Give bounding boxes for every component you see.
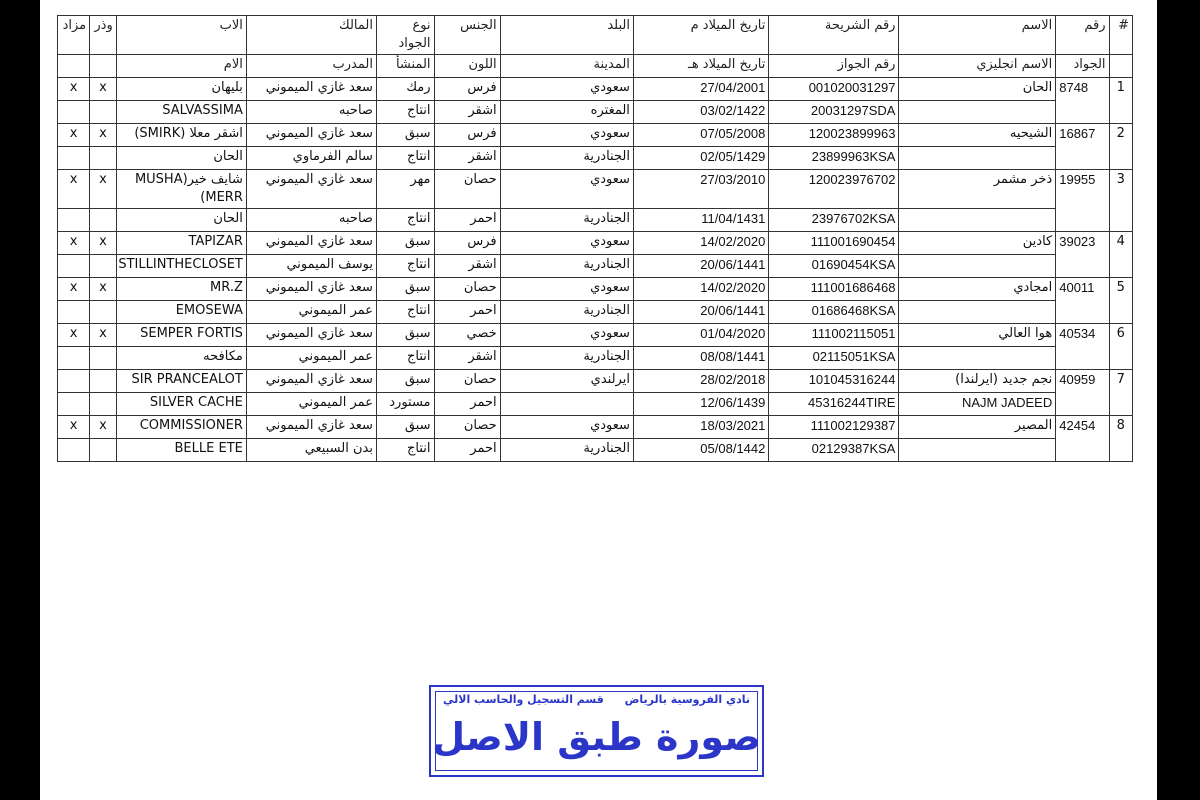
cell-sire: COMMISSIONER bbox=[116, 416, 246, 439]
header-cell: المدرب bbox=[246, 55, 376, 78]
cell-passport: 45316244TIRE bbox=[769, 393, 899, 416]
cell-dam: EMOSEWA bbox=[116, 301, 246, 324]
cell-passport: 01690454KSA bbox=[769, 255, 899, 278]
cell-dam: الحان bbox=[116, 147, 246, 170]
horse-row-detail bbox=[58, 209, 1133, 232]
cell-id: 8748 bbox=[1056, 78, 1109, 124]
document-page bbox=[40, 0, 1157, 800]
cell-trainer: صاحبه bbox=[246, 209, 376, 232]
cell-w: x bbox=[90, 278, 117, 301]
cell-color: احمر bbox=[434, 439, 500, 462]
cell-origin: انتاج bbox=[376, 147, 434, 170]
cell-city: الجنادرية bbox=[500, 347, 633, 370]
cell-id: 40011 bbox=[1056, 278, 1109, 324]
cell-country: سعودي bbox=[500, 416, 633, 439]
cell-id: 39023 bbox=[1056, 232, 1109, 278]
header-cell: الجواد bbox=[1056, 55, 1109, 78]
cell-dam: الحان bbox=[116, 209, 246, 232]
cell-passport: 23976702KSA bbox=[769, 209, 899, 232]
header-cell: رقم الشريحة bbox=[769, 16, 899, 55]
cell-country: سعودي bbox=[500, 232, 633, 255]
cell-type: مهر bbox=[376, 170, 434, 209]
horse-row-detail bbox=[58, 147, 1133, 170]
stamp-department: قسم التسجيل والحاسب الالي bbox=[443, 693, 604, 706]
cell-name_en bbox=[899, 439, 1056, 462]
cell-empty bbox=[90, 209, 117, 232]
header-cell: تاريخ الميلاد هـ bbox=[633, 55, 768, 78]
cell-trainer: بدن السبيعي bbox=[246, 439, 376, 462]
cell-city: الجنادرية bbox=[500, 147, 633, 170]
stamp-text: صورة طبق الاصل bbox=[432, 715, 761, 759]
horse-row-detail bbox=[58, 255, 1133, 278]
cell-city: الجنادرية bbox=[500, 209, 633, 232]
cell-owner: سعد غازي الميموني bbox=[246, 324, 376, 347]
horse-row bbox=[58, 78, 1133, 101]
cell-empty bbox=[58, 393, 90, 416]
cell-country: سعودي bbox=[500, 170, 633, 209]
cell-empty bbox=[58, 255, 90, 278]
cell-empty bbox=[58, 301, 90, 324]
cell-origin: انتاج bbox=[376, 101, 434, 124]
cell-dam: SALVASSIMA bbox=[116, 101, 246, 124]
horse-registry-table bbox=[57, 15, 1133, 462]
cell-dob: 14/02/2020 bbox=[633, 278, 768, 301]
horse-row bbox=[58, 170, 1133, 209]
header-cell: اللون bbox=[434, 55, 500, 78]
cell-dam: SILVER CACHE bbox=[116, 393, 246, 416]
header-cell: وذر bbox=[90, 16, 117, 55]
cell-empty bbox=[90, 347, 117, 370]
cell-name: كادين bbox=[899, 232, 1056, 255]
horse-row bbox=[58, 416, 1133, 439]
cell-m: x bbox=[58, 124, 90, 147]
horse-row bbox=[58, 324, 1133, 347]
cell-empty bbox=[58, 209, 90, 232]
cell-country: سعودي bbox=[500, 124, 633, 147]
cell-idx: 2 bbox=[1109, 124, 1132, 170]
cell-name: نجم جديد (ايرلندا) bbox=[899, 370, 1056, 393]
cell-empty bbox=[58, 439, 90, 462]
cell-color: اشقر bbox=[434, 255, 500, 278]
cell-owner: سعد غازي الميموني bbox=[246, 232, 376, 255]
cell-color: احمر bbox=[434, 301, 500, 324]
cell-passport: 20031297SDA bbox=[769, 101, 899, 124]
cell-empty bbox=[90, 255, 117, 278]
cell-dob: 28/02/2018 bbox=[633, 370, 768, 393]
header-cell: البلد bbox=[500, 16, 633, 55]
cell-idx: 1 bbox=[1109, 78, 1132, 124]
horse-row-detail bbox=[58, 347, 1133, 370]
cell-chip: 120023976702 bbox=[769, 170, 899, 209]
cell-city: الجنادرية bbox=[500, 255, 633, 278]
cell-dob: 07/05/2008 bbox=[633, 124, 768, 147]
cell-dob_h: 05/08/1442 bbox=[633, 439, 768, 462]
cell-color: اشقر bbox=[434, 147, 500, 170]
cell-name_en bbox=[899, 255, 1056, 278]
horse-row-detail bbox=[58, 393, 1133, 416]
cell-passport: 02129387KSA bbox=[769, 439, 899, 462]
cell-dam: STILLINTHECLOSET bbox=[116, 255, 246, 278]
cell-w: x bbox=[90, 324, 117, 347]
header-cell: # bbox=[1109, 16, 1132, 55]
cell-id: 16867 bbox=[1056, 124, 1109, 170]
cell-dob: 14/02/2020 bbox=[633, 232, 768, 255]
cell-sire: TAPIZAR bbox=[116, 232, 246, 255]
header-cell: الاب bbox=[116, 16, 246, 55]
cell-w: x bbox=[90, 124, 117, 147]
cell-name_en: NAJM JADEED bbox=[899, 393, 1056, 416]
cell-country: ايرلندي bbox=[500, 370, 633, 393]
cell-idx: 6 bbox=[1109, 324, 1132, 370]
header-cell: الام bbox=[116, 55, 246, 78]
cell-sire: MR.Z bbox=[116, 278, 246, 301]
cell-m: x bbox=[58, 232, 90, 255]
cell-type: سبق bbox=[376, 370, 434, 393]
cell-idx: 8 bbox=[1109, 416, 1132, 462]
certified-copy-stamp bbox=[429, 685, 764, 777]
cell-trainer: عمر الميموني bbox=[246, 347, 376, 370]
cell-trainer: عمر الميموني bbox=[246, 393, 376, 416]
header-cell: رقم bbox=[1056, 16, 1109, 55]
header-cell: الجنس bbox=[434, 16, 500, 55]
cell-dam: BELLE ETE bbox=[116, 439, 246, 462]
cell-m: x bbox=[58, 324, 90, 347]
cell-type: سبق bbox=[376, 324, 434, 347]
header-cell: تاريخ الميلاد م bbox=[633, 16, 768, 55]
cell-name: الشيحيه bbox=[899, 124, 1056, 147]
cell-type: سبق bbox=[376, 416, 434, 439]
cell-dob: 27/04/2001 bbox=[633, 78, 768, 101]
horse-row bbox=[58, 124, 1133, 147]
cell-sex: فرس bbox=[434, 78, 500, 101]
cell-origin: انتاج bbox=[376, 347, 434, 370]
cell-chip: 111002115051 bbox=[769, 324, 899, 347]
cell-empty bbox=[58, 147, 90, 170]
cell-sex: حصان bbox=[434, 370, 500, 393]
cell-dob_h: 02/05/1429 bbox=[633, 147, 768, 170]
header-cell: رقم الجواز bbox=[769, 55, 899, 78]
cell-trainer: سالم الفرماوي bbox=[246, 147, 376, 170]
cell-owner: سعد غازي الميموني bbox=[246, 278, 376, 301]
cell-m: x bbox=[58, 78, 90, 101]
cell-id: 40959 bbox=[1056, 370, 1109, 416]
cell-w: x bbox=[90, 416, 117, 439]
horse-row bbox=[58, 278, 1133, 301]
cell-name: هوا العالي bbox=[899, 324, 1056, 347]
cell-color: اشقر bbox=[434, 101, 500, 124]
cell-owner: سعد غازي الميموني bbox=[246, 416, 376, 439]
cell-trainer: يوسف الميموني bbox=[246, 255, 376, 278]
cell-w: x bbox=[90, 170, 117, 209]
cell-dob_h: 08/08/1441 bbox=[633, 347, 768, 370]
cell-empty bbox=[58, 347, 90, 370]
cell-origin: انتاج bbox=[376, 301, 434, 324]
cell-city: الجنادرية bbox=[500, 301, 633, 324]
horse-row bbox=[58, 232, 1133, 255]
cell-sex: فرس bbox=[434, 124, 500, 147]
cell-w: x bbox=[90, 78, 117, 101]
cell-dam: مكافحه bbox=[116, 347, 246, 370]
horse-row-detail bbox=[58, 301, 1133, 324]
cell-name_en bbox=[899, 301, 1056, 324]
cell-type: سبق bbox=[376, 124, 434, 147]
cell-passport: 02115051KSA bbox=[769, 347, 899, 370]
cell-dob: 27/03/2010 bbox=[633, 170, 768, 209]
cell-owner: سعد غازي الميموني bbox=[246, 170, 376, 209]
cell-id: 42454 bbox=[1056, 416, 1109, 462]
header-row-1 bbox=[58, 16, 1133, 55]
cell-idx: 7 bbox=[1109, 370, 1132, 416]
cell-name: الحان bbox=[899, 78, 1056, 101]
header-cell: الاسم bbox=[899, 16, 1056, 55]
stamp-club-name: نادي الفروسية بالرياض bbox=[624, 693, 750, 706]
cell-dob_h: 11/04/1431 bbox=[633, 209, 768, 232]
cell-trainer: صاحبه bbox=[246, 101, 376, 124]
cell-dob_h: 20/06/1441 bbox=[633, 255, 768, 278]
horse-row-detail bbox=[58, 439, 1133, 462]
cell-w bbox=[90, 370, 117, 393]
cell-country: سعودي bbox=[500, 324, 633, 347]
cell-country: سعودي bbox=[500, 278, 633, 301]
cell-origin: انتاج bbox=[376, 255, 434, 278]
cell-dob_h: 03/02/1422 bbox=[633, 101, 768, 124]
cell-city bbox=[500, 393, 633, 416]
cell-type: رمك bbox=[376, 78, 434, 101]
header-cell bbox=[1109, 55, 1132, 78]
cell-sex: خصي bbox=[434, 324, 500, 347]
header-cell: نوع الجواد bbox=[376, 16, 434, 55]
cell-dob_h: 20/06/1441 bbox=[633, 301, 768, 324]
cell-owner: سعد غازي الميموني bbox=[246, 124, 376, 147]
cell-owner: سعد غازي الميموني bbox=[246, 370, 376, 393]
cell-empty bbox=[90, 101, 117, 124]
cell-empty bbox=[90, 439, 117, 462]
cell-name: امجادي bbox=[899, 278, 1056, 301]
cell-owner: سعد غازي الميموني bbox=[246, 78, 376, 101]
cell-sire: اشقر معلا (SMIRK) bbox=[116, 124, 246, 147]
cell-m: x bbox=[58, 278, 90, 301]
cell-chip: 120023899963 bbox=[769, 124, 899, 147]
cell-id: 19955 bbox=[1056, 170, 1109, 232]
cell-chip: 001020031297 bbox=[769, 78, 899, 101]
cell-name: المصير bbox=[899, 416, 1056, 439]
cell-chip: 111001686468 bbox=[769, 278, 899, 301]
cell-empty bbox=[58, 101, 90, 124]
cell-name_en bbox=[899, 147, 1056, 170]
cell-id: 40534 bbox=[1056, 324, 1109, 370]
cell-country: سعودي bbox=[500, 78, 633, 101]
cell-color: احمر bbox=[434, 209, 500, 232]
horse-row bbox=[58, 370, 1133, 393]
cell-sire: شايف خير(MUSHA MERR) bbox=[116, 170, 246, 209]
cell-type: سبق bbox=[376, 232, 434, 255]
cell-m: x bbox=[58, 416, 90, 439]
cell-city: الجنادرية bbox=[500, 439, 633, 462]
cell-origin: انتاج bbox=[376, 439, 434, 462]
cell-name_en bbox=[899, 209, 1056, 232]
cell-color: احمر bbox=[434, 393, 500, 416]
header-cell bbox=[58, 55, 90, 78]
cell-passport: 23899963KSA bbox=[769, 147, 899, 170]
cell-empty bbox=[90, 301, 117, 324]
cell-chip: 101045316244 bbox=[769, 370, 899, 393]
cell-origin: انتاج bbox=[376, 209, 434, 232]
cell-sire: بليهان bbox=[116, 78, 246, 101]
cell-dob: 01/04/2020 bbox=[633, 324, 768, 347]
header-row-2 bbox=[58, 55, 1133, 78]
cell-chip: 111001690454 bbox=[769, 232, 899, 255]
header-cell: مزاد bbox=[58, 16, 90, 55]
cell-name_en bbox=[899, 347, 1056, 370]
header-cell bbox=[90, 55, 117, 78]
cell-idx: 3 bbox=[1109, 170, 1132, 232]
cell-trainer: عمر الميموني bbox=[246, 301, 376, 324]
horse-row-detail bbox=[58, 101, 1133, 124]
cell-dob: 18/03/2021 bbox=[633, 416, 768, 439]
header-cell: المدينة bbox=[500, 55, 633, 78]
cell-dob_h: 12/06/1439 bbox=[633, 393, 768, 416]
cell-type: سبق bbox=[376, 278, 434, 301]
cell-color: اشقر bbox=[434, 347, 500, 370]
cell-idx: 5 bbox=[1109, 278, 1132, 324]
cell-sire: SIR PRANCEALOT bbox=[116, 370, 246, 393]
cell-m: x bbox=[58, 170, 90, 209]
header-cell: المنشأ bbox=[376, 55, 434, 78]
cell-m bbox=[58, 370, 90, 393]
header-cell: المالك bbox=[246, 16, 376, 55]
cell-sire: SEMPER FORTIS bbox=[116, 324, 246, 347]
cell-w: x bbox=[90, 232, 117, 255]
cell-sex: حصان bbox=[434, 170, 500, 209]
cell-chip: 111002129387 bbox=[769, 416, 899, 439]
cell-sex: حصان bbox=[434, 278, 500, 301]
cell-passport: 01686468KSA bbox=[769, 301, 899, 324]
cell-city: المغتره bbox=[500, 101, 633, 124]
cell-name_en bbox=[899, 101, 1056, 124]
cell-empty bbox=[90, 393, 117, 416]
cell-origin: مستورد bbox=[376, 393, 434, 416]
cell-idx: 4 bbox=[1109, 232, 1132, 278]
header-cell: الاسم انجليزي bbox=[899, 55, 1056, 78]
cell-name: ذخر مشمر bbox=[899, 170, 1056, 209]
cell-sex: حصان bbox=[434, 416, 500, 439]
cell-sex: فرس bbox=[434, 232, 500, 255]
cell-empty bbox=[90, 147, 117, 170]
